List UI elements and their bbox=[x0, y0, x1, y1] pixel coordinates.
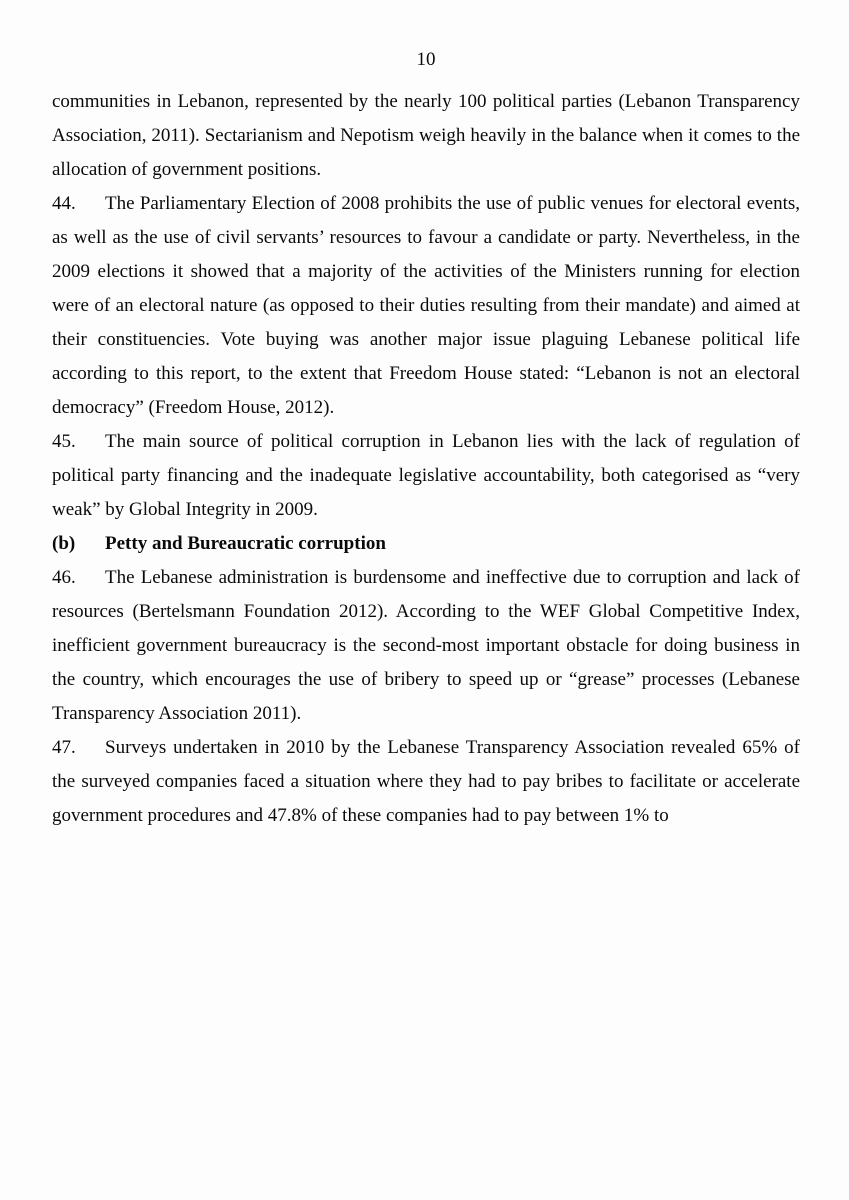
section-heading-title: Petty and Bureaucratic corruption bbox=[105, 533, 386, 554]
paragraph-text: Surveys undertaken in 2010 by the Lebanese Transparency Association revealed 65% of the surveyed companies faced a situation where they had to pay bribes to facilitate or accelerate government procedures and 47.8% of these companies had to pay between 1% to bbox=[52, 737, 800, 826]
paragraph-text: The Lebanese administration is burdensome and ineffective due to corruption and lack of resources (Bertelsmann Foundation 2012). According to the WEF Global Competitive Index, inefficient government bureaucracy is the second-most important obstacle for doing business in the country, which encourages the use of bribery to speed up or “grease” processes (Lebanese Transparency Association 2011). bbox=[52, 567, 800, 724]
section-heading-label: (b) bbox=[52, 533, 76, 554]
paragraph-text: communities in Lebanon, represented by the nearly 100 political parties (Lebanon Transparency Association, 2011). Sectarianism and Nepotism weigh heavily in the balance when it comes to the allocation of government positions. bbox=[52, 91, 800, 180]
paragraph-number: 44. bbox=[52, 193, 76, 214]
paragraph-46 bbox=[52, 561, 800, 731]
section-heading bbox=[52, 527, 800, 561]
paragraph-continuation bbox=[52, 85, 800, 187]
paragraph-number: 46. bbox=[52, 567, 76, 588]
paragraph-number: 47. bbox=[52, 737, 76, 758]
paragraph-text: The main source of political corruption in Lebanon lies with the lack of regulation of political party financing and the inadequate legislative accountability, both categorised as “very weak” by Global Integrity in 2009. bbox=[52, 431, 800, 520]
paragraph-text: The Parliamentary Election of 2008 prohibits the use of public venues for electoral events, as well as the use of civil servants’ resources to favour a candidate or party. Nevertheless, in the 2009 elections it showed that a majority of the activities of the Ministers running for election were of an electoral nature (as opposed to their duties resulting from their mandate) and aimed at their constituencies. Vote buying was another major issue plaguing Lebanese political life according to this report, to the extent that Freedom House stated: “Lebanon is not an electoral democracy” (Freedom House, 2012). bbox=[52, 193, 800, 418]
paragraph-45 bbox=[52, 425, 800, 527]
paragraph-number: 45. bbox=[52, 431, 76, 452]
paragraph-44 bbox=[52, 187, 800, 425]
page-number: 10 bbox=[416, 49, 436, 70]
paragraph-47 bbox=[52, 731, 800, 833]
